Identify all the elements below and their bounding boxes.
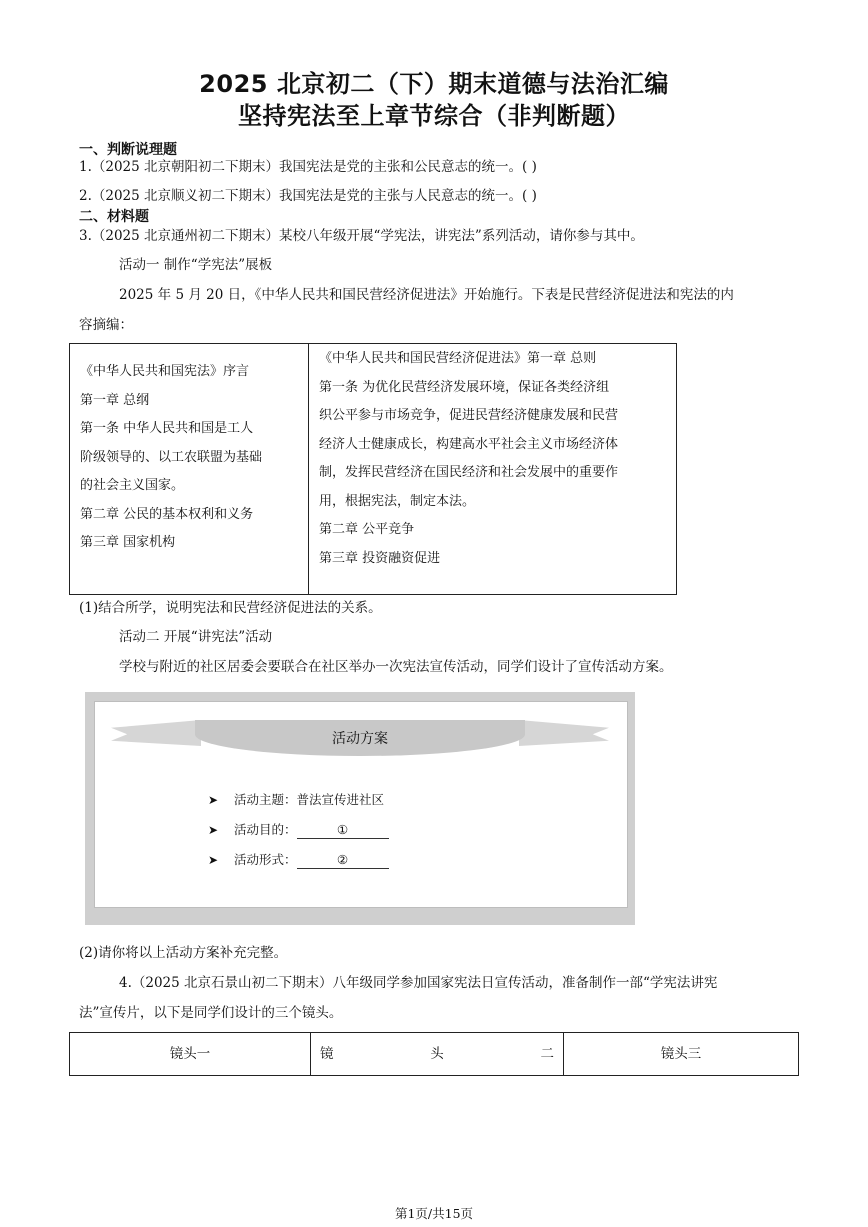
- shots-table: [69, 1032, 799, 1076]
- private-economy-law-line: 经济人士健康成长，构建高水平社会主义市场经济体: [319, 436, 619, 452]
- ribbon-left-decoration: [111, 720, 201, 746]
- activity-plan-card: [94, 701, 628, 908]
- section-heading-material: 二、材料题: [79, 209, 149, 225]
- constitution-line: 《中华人民共和国宪法》序言: [80, 364, 250, 379]
- plan-goal-label: 活动目的：: [234, 822, 297, 837]
- shot-2-char: 镜: [320, 1046, 334, 1062]
- plan-theme-label: 活动主题：普法宣传进社区: [234, 792, 385, 807]
- question-2: 2.（2025 北京顺义初二下期末）我国宪法是党的主张与人民意志的统一。( ): [79, 188, 537, 204]
- question-4-line1: 4.（2025 北京石景山初二下期末）八年级同学参加国家宪法日宣传活动，准备制作一部“学宪法讲宪: [119, 975, 718, 991]
- constitution-line: 第三章 国家机构: [80, 535, 176, 550]
- private-economy-law-line: 第二章 公平竞争: [319, 522, 415, 537]
- constitution-line: 第一章 总纲: [80, 392, 150, 408]
- plan-form-row: [208, 851, 389, 869]
- arrow-bullet-icon: ➤: [208, 853, 219, 867]
- activity-2-heading: 活动二 开展“讲宪法”活动: [119, 629, 273, 645]
- question-3-2: (2)请你将以上活动方案补充完整。: [79, 945, 288, 961]
- question-3-1: (1)结合所学，说明宪法和民营经济促进法的关系。: [79, 600, 382, 616]
- plan-form-label: 活动形式：: [234, 852, 297, 867]
- page-title-line1: 2025 北京初二（下）期末道德与法治汇编: [199, 70, 669, 98]
- plan-form-blank: ②: [297, 852, 389, 869]
- shot-3-cell: 镜头三: [564, 1033, 799, 1076]
- private-economy-law-line: 制，发挥民营经济在国民经济和社会发展中的重要作: [319, 465, 619, 480]
- plan-goal-row: [208, 821, 389, 839]
- intro-paragraph-line2: 容摘编：: [79, 317, 133, 333]
- shot-2-cell: [311, 1033, 564, 1076]
- activity-plan-figure: [85, 692, 635, 925]
- shot-2-char: 头: [430, 1046, 444, 1062]
- plan-theme-row: [208, 791, 384, 809]
- section-heading-judgement: 一、判断说理题: [79, 142, 177, 158]
- shot-2-char: 二: [540, 1046, 554, 1062]
- activity-1-heading: 活动一 制作“学宪法”展板: [119, 257, 273, 273]
- activity-plan-title: 活动方案: [195, 720, 525, 756]
- private-economy-law-line: 用，根据宪法，制定本法。: [319, 493, 476, 509]
- arrow-bullet-icon: ➤: [208, 823, 219, 837]
- law-comparison-table: [69, 343, 677, 595]
- page-footer: 第1页/共15页: [394, 1206, 474, 1221]
- intro-paragraph-line1: 2025 年 5 月 20 日，《中华人民共和国民营经济促进法》开始施行。下表是民营经济促进法和宪法的内: [119, 287, 734, 303]
- constitution-line: 第二章 公民的基本权利和义务: [80, 506, 254, 522]
- question-1: 1.（2025 北京朝阳初二下期末）我国宪法是党的主张和公民意志的统一。( ): [79, 159, 537, 175]
- question-3: 3.（2025 北京通州初二下期末）某校八年级开展“学宪法，讲宪法”系列活动，请你参与其中。: [79, 228, 644, 244]
- constitution-line: 第一条 中华人民共和国是工人: [80, 421, 254, 436]
- constitution-line: 的社会主义国家。: [80, 478, 185, 493]
- private-economy-law-line: 第一条 为优化民营经济发展环境，保证各类经济组: [319, 379, 610, 395]
- private-economy-law-line: 织公平参与市场竞争，促进民营经济健康发展和民营: [319, 408, 619, 423]
- shot-1-cell: 镜头一: [70, 1033, 311, 1076]
- constitution-cell: [70, 344, 309, 595]
- private-economy-law-cell: [309, 344, 677, 595]
- private-economy-law-line: 第三章 投资融资促进: [319, 550, 441, 566]
- page-title-line2: 坚持宪法至上章节综合（非判断题）: [238, 102, 630, 130]
- ribbon-right-decoration: [519, 720, 609, 746]
- question-4-line2: 法”宣传片，以下是同学们设计的三个镜头。: [79, 1005, 343, 1021]
- arrow-bullet-icon: ➤: [208, 793, 219, 807]
- plan-goal-blank: ①: [297, 822, 389, 839]
- private-economy-law-line: 《中华人民共和国民营经济促进法》第一章 总则: [319, 351, 597, 366]
- activity-2-description: 学校与附近的社区居委会要联合在社区举办一次宪法宣传活动，同学们设计了宣传活动方案。: [119, 659, 673, 675]
- constitution-line: 阶级领导的、以工农联盟为基础: [80, 449, 263, 465]
